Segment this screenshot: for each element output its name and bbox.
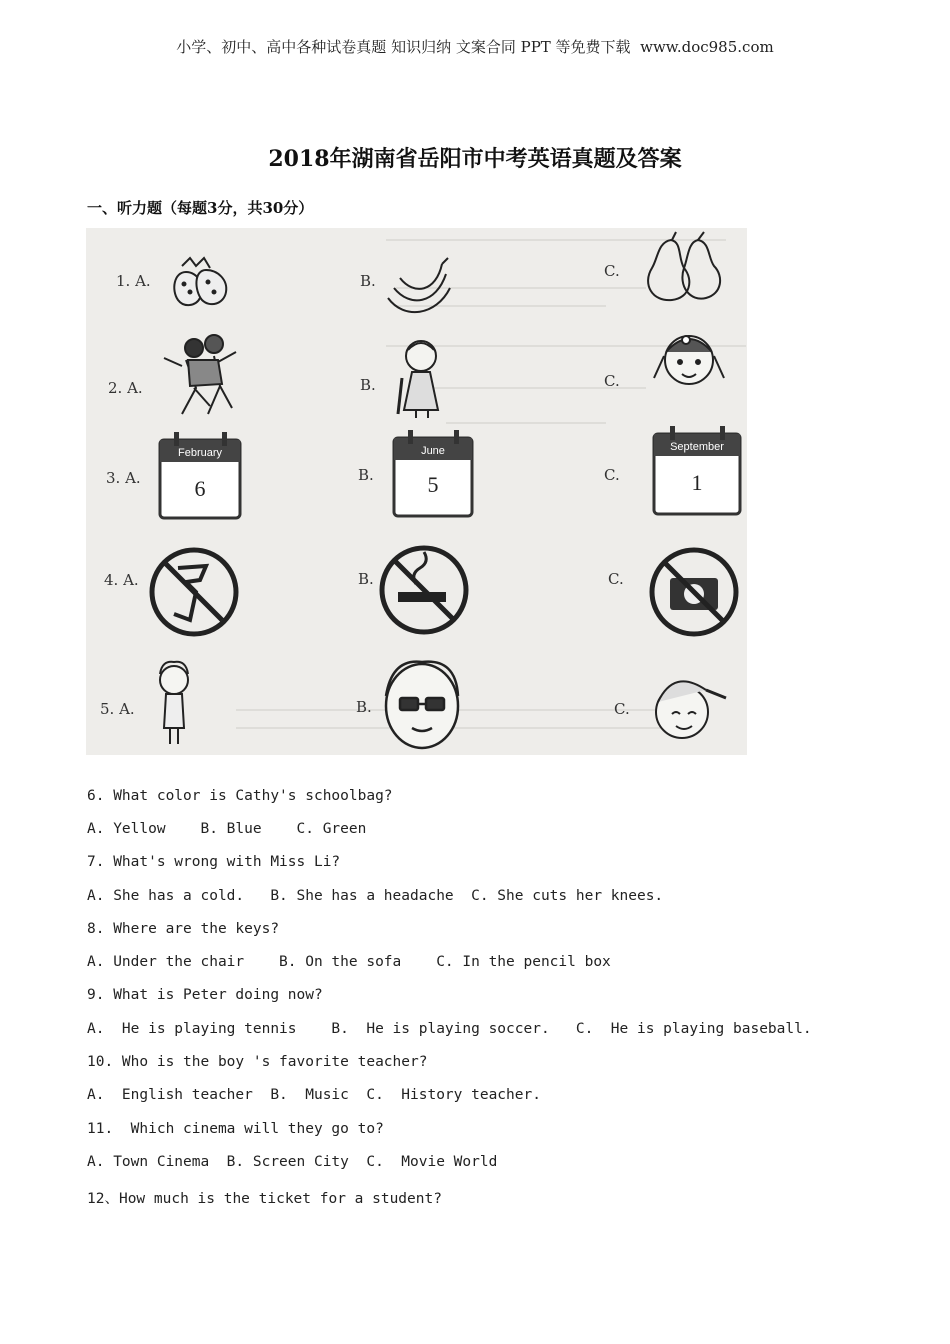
question-6: 6. What color is Cathy's schoolbag?	[87, 788, 393, 804]
calendar-february-month: February	[177, 447, 223, 459]
row-label-3: 3. A.	[106, 469, 141, 487]
question-10: 10. Who is the boy 's favorite teacher?	[87, 1054, 428, 1070]
pear-icon	[648, 232, 720, 300]
calendar-june-icon	[394, 430, 472, 516]
calendar-february-day: 6	[194, 476, 206, 501]
option-c-label-3: C.	[604, 466, 620, 484]
option-c-label-1: C.	[604, 262, 620, 280]
row-label-4: 4. A.	[104, 571, 139, 589]
calendar-september-day: 1	[691, 470, 703, 495]
strawberry-icon	[174, 258, 226, 305]
question-11-options: A. Town Cinema B. Screen City C. Movie World	[87, 1154, 498, 1170]
calendar-june-day: 5	[427, 472, 439, 497]
calendar-february-icon	[160, 432, 240, 518]
option-b-label-3: B.	[358, 466, 374, 484]
question-6-options: A. Yellow B. Blue C. Green	[87, 821, 367, 837]
no-litter-sign-icon	[152, 550, 236, 634]
cap-boy-icon	[656, 681, 726, 738]
question-10-options: A. English teacher B. Music C. History teacher.	[87, 1087, 541, 1103]
row-label-1: 1. A.	[116, 272, 151, 290]
question-7: 7. What's wrong with Miss Li?	[87, 854, 341, 870]
listening-pictures-figure	[86, 228, 747, 755]
question-11: 11. Which cinema will they go to?	[87, 1121, 384, 1137]
site-header-note: 小学、初中、高中各种试卷真题 知识归纳 文案合同 PPT 等免费下载 www.doc985.com	[176, 38, 774, 56]
page-title: 2018年湖南省岳阳市中考英语真题及答案	[268, 146, 682, 172]
section-heading-listening: 一、听力题（每题3分，共30分）	[87, 199, 314, 217]
dancing-couple-icon	[164, 335, 236, 414]
no-smoking-sign-icon	[382, 548, 466, 632]
row-label-2: 2. A.	[108, 379, 143, 397]
curly-boy-icon	[160, 662, 188, 744]
calendar-september-icon	[654, 426, 740, 514]
old-man-icon	[398, 341, 438, 418]
question-8-options: A. Under the chair B. On the sofa C. In the pencil box	[87, 954, 611, 970]
question-12: 12、How much is the ticket for a student?	[87, 1191, 442, 1207]
banana-icon	[388, 258, 450, 312]
row-label-5: 5. A.	[100, 700, 135, 718]
calendar-september-month: September	[670, 441, 724, 453]
option-b-label-1: B.	[360, 272, 376, 290]
glasses-man-icon	[386, 662, 458, 748]
question-9-options: A. He is playing tennis B. He is playing soccer. C. He is playing baseball.	[87, 1021, 812, 1037]
calendar-june-month: June	[421, 445, 445, 457]
option-c-label-2: C.	[604, 372, 620, 390]
listening-pictures-svg	[86, 228, 747, 755]
question-8: 8. Where are the keys?	[87, 921, 280, 937]
option-b-label-4: B.	[358, 570, 374, 588]
girl-face-icon	[654, 336, 724, 384]
no-photo-sign-icon	[652, 550, 736, 634]
option-b-label-2: B.	[360, 376, 376, 394]
option-c-label-5: C.	[614, 700, 630, 718]
option-b-label-5: B.	[356, 698, 372, 716]
question-9: 9. What is Peter doing now?	[87, 987, 323, 1003]
question-7-options: A. She has a cold. B. She has a headache C. She cuts her knees.	[87, 888, 664, 904]
option-c-label-4: C.	[608, 570, 624, 588]
